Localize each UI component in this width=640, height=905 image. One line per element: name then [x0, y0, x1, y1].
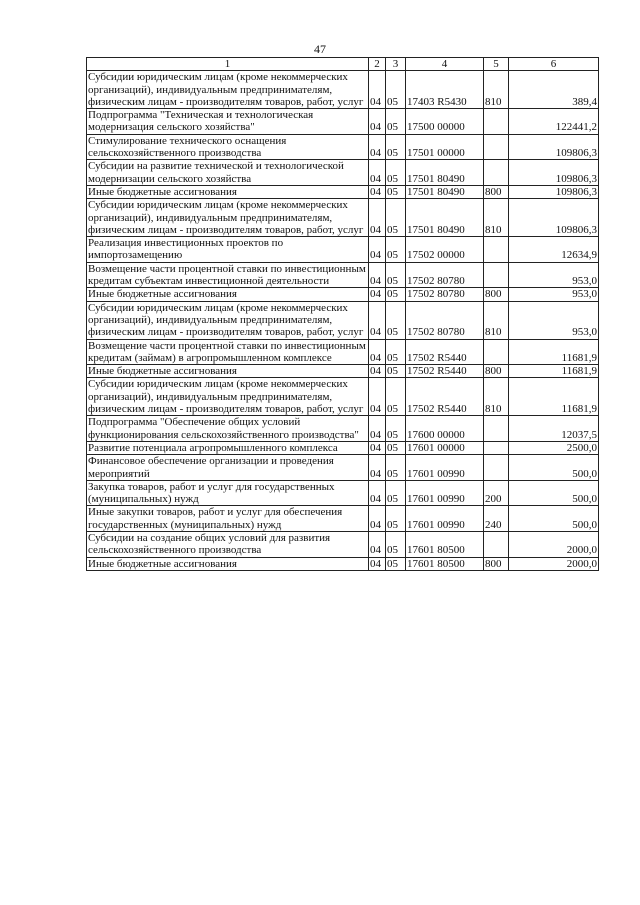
row-subsection-cell: 05	[386, 134, 406, 160]
row-amount-cell: 11681,9	[509, 365, 599, 378]
row-section-cell: 04	[369, 365, 386, 378]
row-name-cell: Подпрограмма "Обеспечение общих условий функционирования сельскохозяйственного производства"	[87, 416, 369, 442]
header-col-5: 5	[484, 58, 509, 71]
row-target-code-cell: 17601 80500	[406, 557, 484, 570]
row-expense-type-cell	[484, 109, 509, 135]
row-section-cell: 04	[369, 455, 386, 481]
row-expense-type-cell	[484, 237, 509, 263]
row-expense-type-cell: 800	[484, 185, 509, 198]
row-name-cell: Субсидии юридическим лицам (кроме некоммерческих организаций), индивидуальным предпринимателям, физическим лицам - производителям товаров, работ, услуг	[87, 71, 369, 109]
table-row	[87, 288, 599, 301]
row-expense-type-cell	[484, 455, 509, 481]
row-name-cell: Иные бюджетные ассигнования	[87, 557, 369, 570]
row-subsection-cell: 05	[386, 339, 406, 365]
page-number: 47	[314, 42, 326, 56]
table-row	[87, 339, 599, 365]
table-row	[87, 455, 599, 481]
row-section-cell: 04	[369, 339, 386, 365]
table-row	[87, 480, 599, 506]
row-amount-cell: 11681,9	[509, 339, 599, 365]
table-row	[87, 160, 599, 186]
row-amount-cell: 500,0	[509, 480, 599, 506]
row-subsection-cell: 05	[386, 71, 406, 109]
row-target-code-cell: 17601 00990	[406, 506, 484, 532]
table-row	[87, 199, 599, 237]
row-amount-cell: 953,0	[509, 288, 599, 301]
row-name-cell: Иные закупки товаров, работ и услуг для обеспечения государственных (муниципальных) нужд	[87, 506, 369, 532]
row-section-cell: 04	[369, 557, 386, 570]
row-subsection-cell: 05	[386, 160, 406, 186]
row-amount-cell: 2000,0	[509, 557, 599, 570]
row-target-code-cell: 17500 00000	[406, 109, 484, 135]
table-row	[87, 416, 599, 442]
table-row	[87, 301, 599, 339]
table-row	[87, 109, 599, 135]
row-amount-cell: 953,0	[509, 301, 599, 339]
row-target-code-cell: 17601 00000	[406, 441, 484, 454]
row-section-cell: 04	[369, 441, 386, 454]
row-name-cell: Реализация инвестиционных проектов по импортозамещению	[87, 237, 369, 263]
row-expense-type-cell: 810	[484, 301, 509, 339]
row-target-code-cell: 17502 80780	[406, 288, 484, 301]
row-target-code-cell: 17501 80490	[406, 185, 484, 198]
row-expense-type-cell	[484, 441, 509, 454]
table-row	[87, 365, 599, 378]
row-target-code-cell: 17601 00990	[406, 455, 484, 481]
row-target-code-cell: 17600 00000	[406, 416, 484, 442]
row-section-cell: 04	[369, 71, 386, 109]
row-subsection-cell: 05	[386, 288, 406, 301]
row-amount-cell: 2000,0	[509, 531, 599, 557]
row-subsection-cell: 05	[386, 301, 406, 339]
row-subsection-cell: 05	[386, 109, 406, 135]
row-subsection-cell: 05	[386, 455, 406, 481]
row-section-cell: 04	[369, 199, 386, 237]
row-subsection-cell: 05	[386, 237, 406, 263]
row-section-cell: 04	[369, 378, 386, 416]
row-section-cell: 04	[369, 134, 386, 160]
row-name-cell: Закупка товаров, работ и услуг для государственных (муниципальных) нужд	[87, 480, 369, 506]
table-row	[87, 185, 599, 198]
row-expense-type-cell: 810	[484, 71, 509, 109]
table-row	[87, 262, 599, 288]
row-expense-type-cell: 800	[484, 557, 509, 570]
row-expense-type-cell: 200	[484, 480, 509, 506]
row-target-code-cell: 17502 R5440	[406, 378, 484, 416]
row-subsection-cell: 05	[386, 557, 406, 570]
row-subsection-cell: 05	[386, 441, 406, 454]
table-row	[87, 441, 599, 454]
row-expense-type-cell	[484, 416, 509, 442]
row-subsection-cell: 05	[386, 365, 406, 378]
table-body	[87, 71, 599, 571]
table-header-row	[87, 58, 599, 71]
row-name-cell: Субсидии юридическим лицам (кроме некоммерческих организаций), индивидуальным предпринимателям, физическим лицам - производителям товаров, работ, услуг	[87, 301, 369, 339]
table-row	[87, 71, 599, 109]
header-col-6: 6	[509, 58, 599, 71]
row-amount-cell: 953,0	[509, 262, 599, 288]
row-name-cell: Иные бюджетные ассигнования	[87, 185, 369, 198]
row-name-cell: Развитие потенциала агропромышленного комплекса	[87, 441, 369, 454]
row-amount-cell: 122441,2	[509, 109, 599, 135]
row-name-cell: Субсидии юридическим лицам (кроме некоммерческих организаций), индивидуальным предпринимателям, физическим лицам - производителям товаров, работ, услуг	[87, 199, 369, 237]
header-col-1: 1	[87, 58, 369, 71]
row-section-cell: 04	[369, 531, 386, 557]
row-amount-cell: 2500,0	[509, 441, 599, 454]
row-target-code-cell: 17502 R5440	[406, 339, 484, 365]
row-amount-cell: 389,4	[509, 71, 599, 109]
budget-table	[86, 57, 599, 571]
row-name-cell: Возмещение части процентной ставки по инвестиционным кредитам субъектам инвестиционной деятельности	[87, 262, 369, 288]
row-amount-cell: 109806,3	[509, 185, 599, 198]
row-amount-cell: 109806,3	[509, 134, 599, 160]
row-expense-type-cell	[484, 134, 509, 160]
row-expense-type-cell	[484, 160, 509, 186]
row-name-cell: Субсидии на создание общих условий для развития сельскохозяйственного производства	[87, 531, 369, 557]
row-name-cell: Финансовое обеспечение организации и проведения мероприятий	[87, 455, 369, 481]
header-col-4: 4	[406, 58, 484, 71]
row-amount-cell: 500,0	[509, 455, 599, 481]
header-col-3: 3	[386, 58, 406, 71]
row-amount-cell: 109806,3	[509, 160, 599, 186]
row-target-code-cell: 17501 00000	[406, 134, 484, 160]
row-subsection-cell: 05	[386, 378, 406, 416]
row-target-code-cell: 17502 80780	[406, 301, 484, 339]
header-col-2: 2	[369, 58, 386, 71]
row-expense-type-cell: 810	[484, 378, 509, 416]
row-expense-type-cell	[484, 339, 509, 365]
row-target-code-cell: 17601 80500	[406, 531, 484, 557]
row-name-cell: Подпрограмма "Техническая и технологическая модернизация сельского хозяйства"	[87, 109, 369, 135]
row-name-cell: Субсидии на развитие технической и технологической модернизации сельского хозяйства	[87, 160, 369, 186]
row-amount-cell: 12634,9	[509, 237, 599, 263]
row-section-cell: 04	[369, 262, 386, 288]
row-section-cell: 04	[369, 160, 386, 186]
row-subsection-cell: 05	[386, 262, 406, 288]
row-section-cell: 04	[369, 506, 386, 532]
row-target-code-cell: 17502 80780	[406, 262, 484, 288]
row-name-cell: Субсидии юридическим лицам (кроме некоммерческих организаций), индивидуальным предпринимателям, физическим лицам - производителям товаров, работ, услуг	[87, 378, 369, 416]
table-row	[87, 557, 599, 570]
row-name-cell: Иные бюджетные ассигнования	[87, 288, 369, 301]
row-amount-cell: 11681,9	[509, 378, 599, 416]
row-subsection-cell: 05	[386, 480, 406, 506]
row-amount-cell: 12037,5	[509, 416, 599, 442]
row-expense-type-cell	[484, 531, 509, 557]
table-row	[87, 134, 599, 160]
row-target-code-cell: 17501 80490	[406, 199, 484, 237]
row-amount-cell: 500,0	[509, 506, 599, 532]
row-expense-type-cell: 240	[484, 506, 509, 532]
row-section-cell: 04	[369, 237, 386, 263]
row-expense-type-cell	[484, 262, 509, 288]
row-target-code-cell: 17502 00000	[406, 237, 484, 263]
row-subsection-cell: 05	[386, 185, 406, 198]
row-section-cell: 04	[369, 480, 386, 506]
row-name-cell: Иные бюджетные ассигнования	[87, 365, 369, 378]
row-amount-cell: 109806,3	[509, 199, 599, 237]
row-target-code-cell: 17601 00990	[406, 480, 484, 506]
row-subsection-cell: 05	[386, 506, 406, 532]
row-subsection-cell: 05	[386, 416, 406, 442]
table-row	[87, 531, 599, 557]
row-expense-type-cell: 800	[484, 365, 509, 378]
row-target-code-cell: 17501 80490	[406, 160, 484, 186]
row-section-cell: 04	[369, 185, 386, 198]
row-section-cell: 04	[369, 301, 386, 339]
row-subsection-cell: 05	[386, 199, 406, 237]
row-expense-type-cell: 810	[484, 199, 509, 237]
row-section-cell: 04	[369, 109, 386, 135]
row-section-cell: 04	[369, 416, 386, 442]
table-row	[87, 506, 599, 532]
row-name-cell: Стимулирование технического оснащения сельскохозяйственного производства	[87, 134, 369, 160]
table-row	[87, 237, 599, 263]
row-target-code-cell: 17502 R5440	[406, 365, 484, 378]
row-expense-type-cell: 800	[484, 288, 509, 301]
row-name-cell: Возмещение части процентной ставки по инвестиционным кредитам (займам) в агропромышленном комплексе	[87, 339, 369, 365]
row-subsection-cell: 05	[386, 531, 406, 557]
row-section-cell: 04	[369, 288, 386, 301]
row-target-code-cell: 17403 R5430	[406, 71, 484, 109]
table-row	[87, 378, 599, 416]
